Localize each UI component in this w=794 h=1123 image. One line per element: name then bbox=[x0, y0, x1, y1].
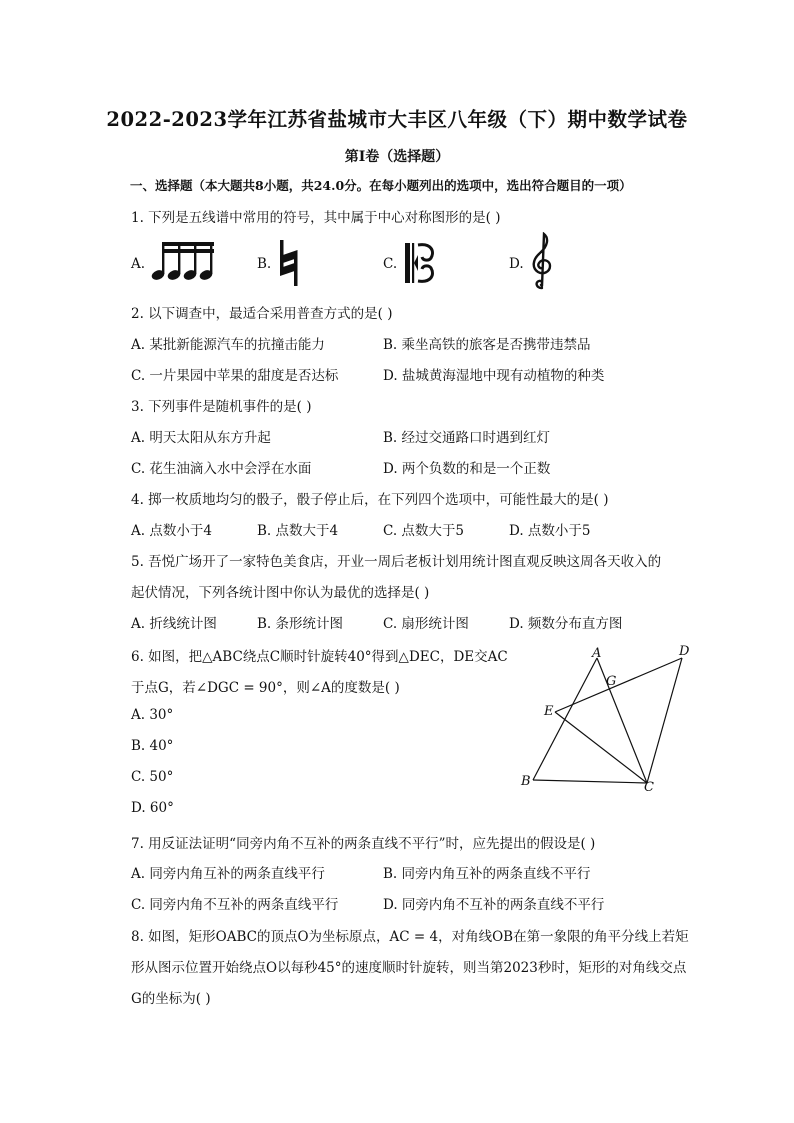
segment-dc bbox=[647, 658, 682, 783]
question-4-option-c: C. 点数大于5 bbox=[383, 523, 465, 539]
question-2-option-b: B. 乘坐高铁的旅客是否携带违禁品 bbox=[383, 337, 591, 353]
segment-ed bbox=[555, 658, 682, 712]
alto-clef-icon bbox=[403, 241, 437, 285]
question-7-option-d: D. 同旁内角不互补的两条直线不平行 bbox=[383, 897, 605, 913]
question-6-option-d: D. 60° bbox=[131, 800, 174, 816]
question-3-option-b: B. 经过交通路口时遇到红灯 bbox=[383, 430, 551, 446]
figure-label-c: C bbox=[644, 780, 654, 795]
question-5-option-a: A. 折线统计图 bbox=[131, 616, 217, 632]
exam-title: 2022-2023学年江苏省盐城市大丰区八年级（下）期中数学试卷 bbox=[106, 108, 688, 131]
question-7-option-a: A. 同旁内角互补的两条直线平行 bbox=[131, 866, 325, 882]
question-6-stem-line1: 6. 如图，把△ABC绕点C顺时针旋转40°得到△DEC，DE交AC bbox=[131, 649, 508, 665]
question-5-option-b: B. 条形统计图 bbox=[257, 616, 344, 632]
question-3-option-a: A. 明天太阳从东方升起 bbox=[131, 430, 271, 446]
question-6-option-a: A. 30° bbox=[131, 707, 174, 723]
question-8-stem-line3: G的坐标为( ) bbox=[131, 991, 211, 1007]
figure-label-b: B bbox=[521, 774, 531, 789]
question-5-option-c: C. 扇形统计图 bbox=[383, 616, 469, 632]
natural-sign-icon bbox=[276, 238, 302, 288]
question-6-stem-line2: 于点G，若∠DGC = 90°，则∠A的度数是( ) bbox=[131, 680, 400, 696]
question-4-option-b: B. 点数大于4 bbox=[257, 523, 339, 539]
question-4-stem: 4. 掷一枚质地均匀的骰子，骰子停止后，在下列四个选项中，可能性最大的是( ) bbox=[131, 492, 609, 508]
treble-clef-icon bbox=[528, 232, 556, 290]
question-7-option-b: B. 同旁内角互补的两条直线不平行 bbox=[383, 866, 591, 882]
question-3-stem: 3. 下列事件是随机事件的是( ) bbox=[131, 399, 312, 415]
question-1-option-a: A. bbox=[131, 256, 146, 272]
question-7-option-c: C. 同旁内角不互补的两条直线平行 bbox=[131, 897, 339, 913]
question-3-option-c: C. 花生油滴入水中会浮在水面 bbox=[131, 461, 312, 477]
question-5-stem-line2: 起伏情况，下列各统计图中你认为最优的选择是( ) bbox=[131, 585, 430, 601]
sixteenth-notes-icon bbox=[150, 240, 216, 282]
question-1-option-b: B. bbox=[257, 256, 272, 272]
question-8-stem-line2: 形从图示位置开始绕点O以每秒45°的速度顺时针旋转，则当第2023秒时，矩形的对角线交点 bbox=[131, 960, 687, 976]
question-4-option-a: A. 点数小于4 bbox=[131, 523, 212, 539]
question-5-stem-line1: 5. 吾悦广场开了一家特色美食店，开业一周后老板计划用统计图直观反映这周各天收入的 bbox=[131, 554, 662, 570]
question-6-option-c: C. 50° bbox=[131, 769, 174, 785]
question-2-option-d: D. 盐城黄海湿地中现有动植物的种类 bbox=[383, 368, 605, 384]
question-6-option-b: B. 40° bbox=[131, 738, 174, 754]
figure-label-g: G bbox=[606, 674, 617, 689]
paper-section-title: 第Ⅰ卷（选择题） bbox=[344, 149, 450, 165]
question-4-option-d: D. 点数小于5 bbox=[509, 523, 591, 539]
question-2-option-a: A. 某批新能源汽车的抗撞击能力 bbox=[131, 337, 325, 353]
question-2-option-c: C. 一片果园中苹果的甜度是否达标 bbox=[131, 368, 339, 384]
question-1-option-c: C. bbox=[383, 256, 398, 272]
question-1-stem: 1. 下列是五线谱中常用的符号，其中属于中心对称图形的是( ) bbox=[131, 210, 501, 226]
figure-label-d: D bbox=[679, 644, 690, 659]
question-8-stem-line1: 8. 如图，矩形OABC的顶点O为坐标原点，AC = 4，对角线OB在第一象限的角平分线上若矩 bbox=[131, 929, 689, 945]
question-2-stem: 2. 以下调查中，最适合采用普查方式的是( ) bbox=[131, 306, 393, 322]
question-1-option-d: D. bbox=[509, 256, 524, 272]
question-7-stem: 7. 用反证法证明“同旁内角不互补的两条直线不平行”时，应先提出的假设是( ) bbox=[131, 836, 596, 852]
question-5-option-d: D. 频数分布直方图 bbox=[509, 616, 623, 632]
segment-bc bbox=[533, 780, 647, 783]
figure-label-a: A bbox=[592, 646, 602, 661]
section-instructions: 一、选择题（本大题共8小题，共24.0分。在每小题列出的选项中，选出符合题目的一项） bbox=[130, 178, 632, 193]
rotation-triangle-figure bbox=[512, 640, 700, 800]
figure-label-e: E bbox=[544, 704, 554, 719]
question-3-option-d: D. 两个负数的和是一个正数 bbox=[383, 461, 551, 477]
